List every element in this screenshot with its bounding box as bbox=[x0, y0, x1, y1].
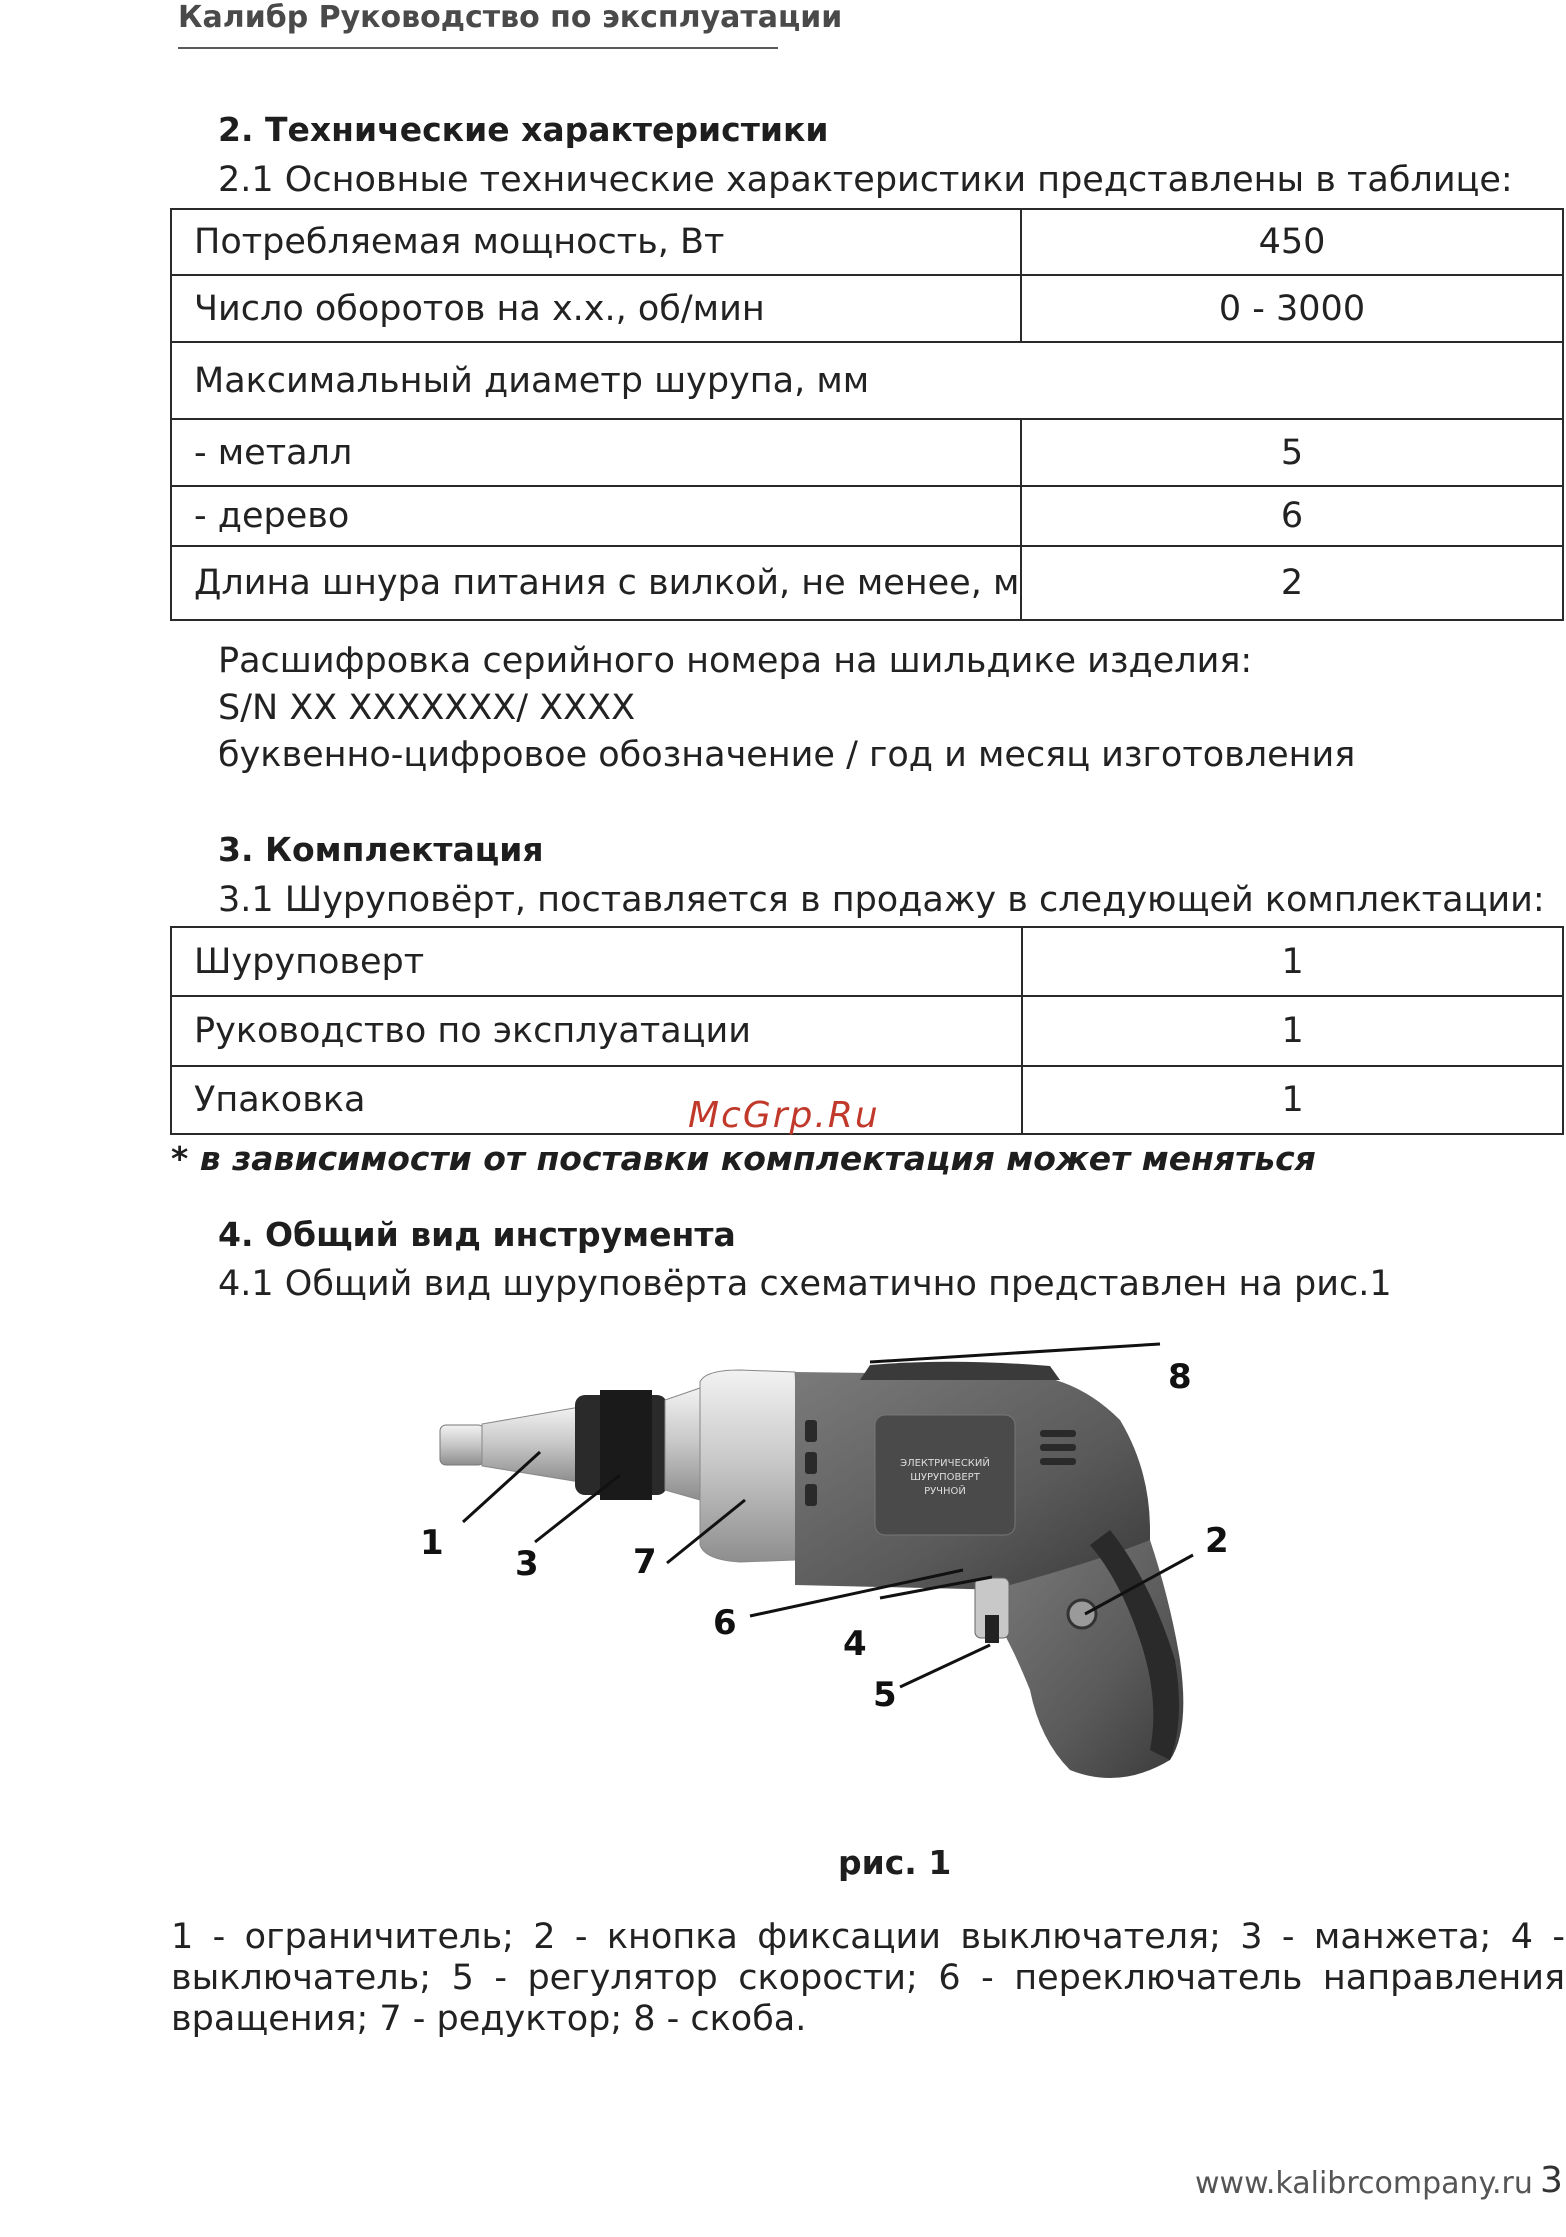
figure-caption: рис. 1 bbox=[838, 1843, 952, 1882]
running-header: Калибр Руководство по эксплуатации bbox=[178, 0, 843, 35]
package-qty: 1 bbox=[1022, 927, 1563, 996]
table-row bbox=[171, 275, 1563, 342]
package-note: * в зависимости от поставки комплектация может меняться bbox=[171, 1139, 1316, 1178]
table-row bbox=[171, 927, 1563, 996]
belt-hook bbox=[860, 1362, 1060, 1380]
callout-2: 2 bbox=[1205, 1521, 1229, 1561]
spec-value: 5 bbox=[1021, 419, 1563, 486]
package-qty: 1 bbox=[1022, 996, 1563, 1066]
callout-1: 1 bbox=[420, 1523, 444, 1563]
package-qty: 1 bbox=[1022, 1066, 1563, 1134]
label-plate-word: ШУРУПОВЕРТ bbox=[910, 1472, 980, 1483]
speed-regulator bbox=[985, 1615, 999, 1643]
callout-3: 3 bbox=[515, 1544, 539, 1584]
figure-legend: 1 - ограничитель; 2 - кнопка фиксации выключателя; 3 - манжета; 4 - выключатель; 5 - регулятор скорости; 6 - переключатель направления вращения; 7 - редуктор; 8 - скоба. bbox=[171, 1917, 1565, 2039]
label-plate-word: ЭЛЕКТРИЧЕСКИЙ bbox=[900, 1458, 990, 1469]
specs-table bbox=[170, 208, 1564, 621]
serial-line-3: буквенно-цифровое обозначение / год и месяц изготовления bbox=[218, 735, 1356, 775]
table-row bbox=[171, 209, 1563, 275]
page-number: 3 bbox=[1540, 2160, 1563, 2201]
section-3-heading: 3. Комплектация bbox=[218, 830, 544, 869]
table-row bbox=[171, 996, 1563, 1066]
depth-limiter bbox=[440, 1407, 580, 1482]
watermark: McGrp.Ru bbox=[688, 1095, 880, 1136]
package-item: Руководство по эксплуатации bbox=[171, 996, 1022, 1066]
footer-url: www.kalibrcompany.ru bbox=[1195, 2166, 1533, 2201]
table-row bbox=[171, 342, 1563, 419]
spec-value: 6 bbox=[1021, 486, 1563, 546]
callout-6: 6 bbox=[713, 1603, 737, 1643]
section-2-heading: 2. Технические характеристики bbox=[218, 110, 829, 149]
callout-7: 7 bbox=[633, 1542, 657, 1582]
spec-label: Длина шнура питания с вилкой, не менее, м bbox=[171, 546, 1021, 620]
spec-label: - металл bbox=[171, 419, 1021, 486]
section-4-intro: 4.1 Общий вид шуруповёрта схематично представлен на рис.1 bbox=[218, 1264, 1392, 1304]
spec-value: 0 - 3000 bbox=[1021, 275, 1563, 342]
lock-button bbox=[1068, 1600, 1096, 1628]
table-row bbox=[171, 546, 1563, 620]
spec-label: Число оборотов на х.х., об/мин bbox=[171, 275, 1021, 342]
package-item: Шуруповерт bbox=[171, 927, 1022, 996]
spec-value: 450 bbox=[1021, 209, 1563, 275]
spec-group-label: Максимальный диаметр шурупа, мм bbox=[171, 342, 1563, 419]
sleeve-collar bbox=[575, 1390, 667, 1500]
spec-value: 2 bbox=[1021, 546, 1563, 620]
section-3-intro: 3.1 Шуруповёрт, поставляется в продажу в следующей комплектации: bbox=[218, 880, 1545, 920]
label-plate-word: РУЧНОЙ bbox=[924, 1486, 966, 1497]
callout-5: 5 bbox=[873, 1675, 897, 1715]
table-row bbox=[171, 419, 1563, 486]
header-divider bbox=[178, 47, 778, 49]
package-item: Упаковка bbox=[171, 1066, 1022, 1134]
section-4-heading: 4. Общий вид инструмента bbox=[218, 1215, 736, 1254]
serial-line-1: Расшифровка серийного номера на шильдике изделия: bbox=[218, 641, 1253, 681]
spec-label: - дерево bbox=[171, 486, 1021, 546]
callout-4: 4 bbox=[843, 1624, 867, 1664]
section-2-intro: 2.1 Основные технические характеристики представлены в таблице: bbox=[218, 160, 1513, 200]
callout-8: 8 bbox=[1168, 1357, 1192, 1397]
table-row bbox=[171, 486, 1563, 546]
screwdriver-figure bbox=[0, 1330, 1566, 1810]
gearbox-housing bbox=[665, 1370, 798, 1562]
spec-label: Потребляемая мощность, Вт bbox=[171, 209, 1021, 275]
serial-line-2: S/N XX XXXXXXX/ XXXX bbox=[218, 688, 636, 728]
